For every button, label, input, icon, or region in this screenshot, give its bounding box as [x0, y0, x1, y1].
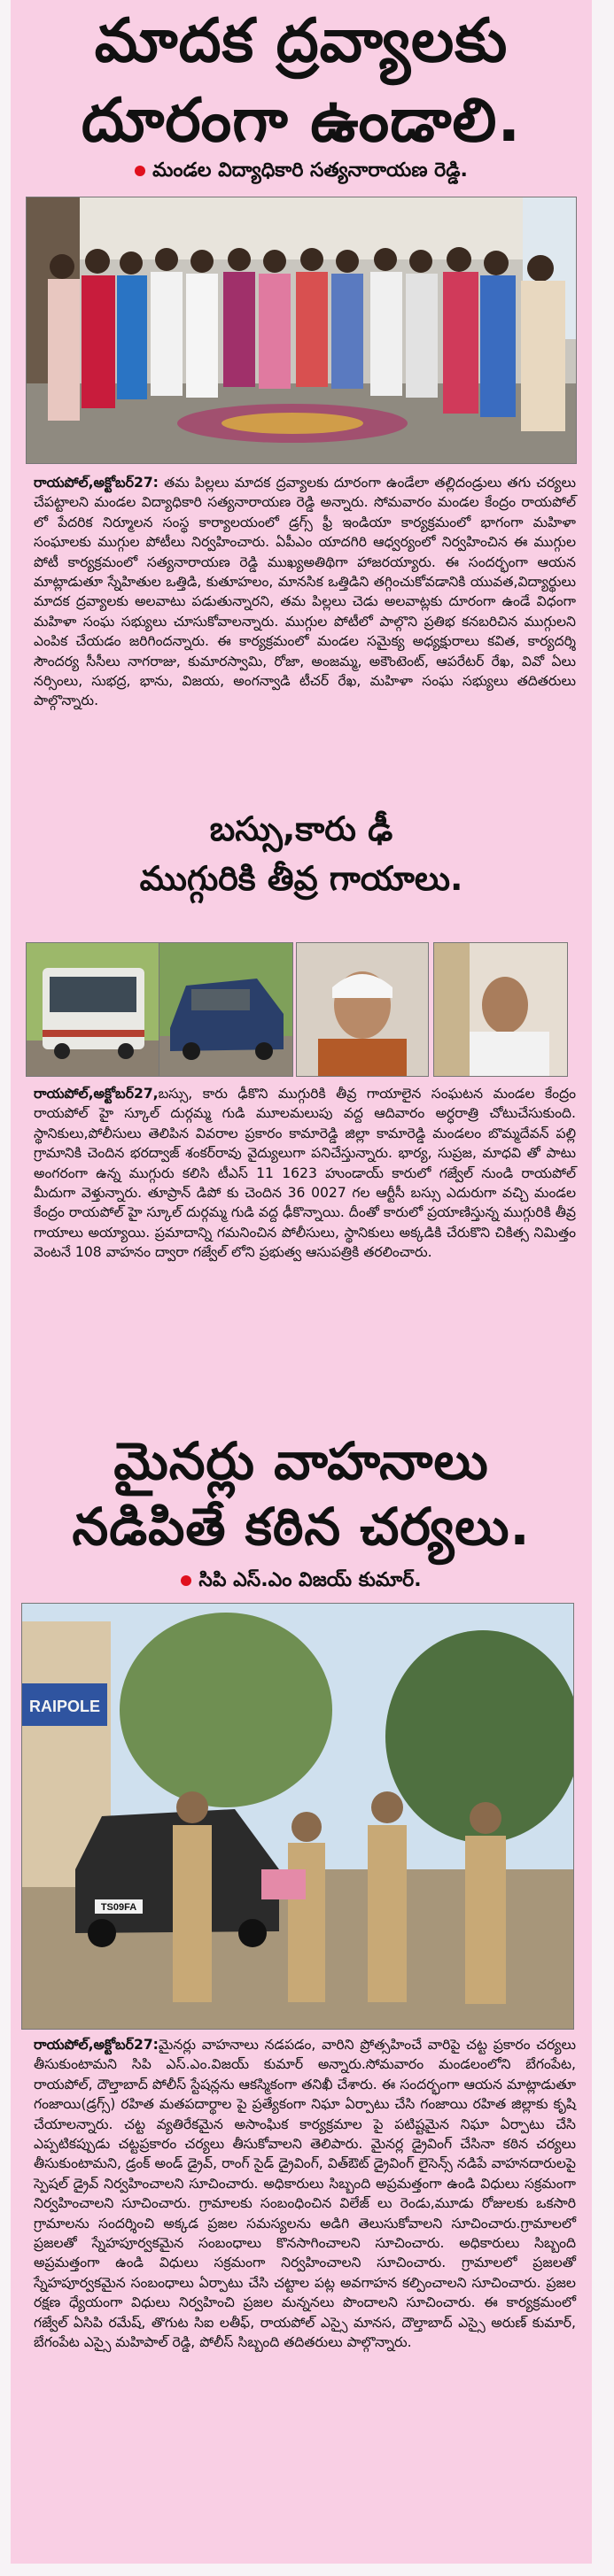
article3-body	[34, 2035, 576, 2353]
article3-photo	[21, 1603, 574, 2030]
article2-dateline: రాయపోల్,అక్టోబర్27,	[34, 1086, 159, 1102]
article1-photo	[26, 197, 577, 464]
article3-dateline: రాయపోల్,అక్టోబర్27:	[34, 2037, 159, 2053]
article3-headline-line1: మైనర్లు వాహనాలు	[113, 1431, 489, 1491]
bullet-icon	[135, 166, 145, 176]
car-plate-text: TS09FA	[100, 1902, 137, 1913]
article1-headline-line2: దూరంగా ఉండాలి.	[81, 86, 522, 156]
wrecked-car-illustration	[159, 943, 292, 1076]
article2-body-text: బస్సు, కారు ఢీకొని ముగ్గురికి తీవ్ర గాయాలైన సంఘటన మండల కేంద్రం రాయపోల్ హై స్కూల్ దుర్గమ్మ గుడి మూలమలుపు వద్ద ఆదివారం అర్ధరాత్రి చోటుచేసుకుంది. స్థానికులు,పోలీసులు తెలిపిన వివరాల ప్రకారం కామారెడ్డి జిల్లా కామారెడ్డి మండలం బొమ్మదేవన్ పల్లి గ్రామానికి చెందిన భరద్వాజ్ శంకర్‌రావు వైద్యులుగా పనిచేస్తున్నారు. భార్య, సుప్రజ, మాధవి తో పాటు అంగరంగా ఉన్న ముగ్గురు కలిసి టీఎస్ 11 1623 హుండాయ్ కారులో గజ్వేల్ నుండి రాయపోల్ మీదుగా వెళ్తున్నారు. తూప్రాన్ డిపో కు చెందిన 36 0027 గల ఆర్టీసీ బస్సు ఎదురుగా వచ్చి మండల కేంద్రం రాయపోల్ హై స్కూల్ దుర్గమ్మ గుడి వద్ద ఢీకొన్నాయి. దీంతో కారులో ప్రయాణిస్తున్న ముగ్గురికి తీవ్ర గాయాలు అయ్యాయి. ప్రమాదాన్ని గమనించిన పోలీసులు, స్థానికులు అక్కడికి చేరుకొని చికిత్స నిమిత్తం వెంటనే 108 వాహనం ద్వారా గజ్వేల్ లోని ప్రభుత్వ ఆసుపత్రికి తరలించారు.	[34, 1086, 576, 1261]
article2-body	[34, 1084, 576, 1263]
group-photo-illustration	[27, 197, 576, 463]
article1-dateline: రాయపోల్,అక్టోబర్27:	[34, 475, 159, 491]
article2-photo-bus	[26, 942, 160, 1077]
article3-byline	[11, 1569, 592, 1596]
bullet-icon	[181, 1575, 191, 1586]
article3-body-text: మైనర్లు వాహనాలు నడపడం, వారిని ప్రోత్సహించే వారిపై చట్ట ప్రకారం చర్యలు తీసుకుంటామని సిపి ఎస్.ఎం.విజయ్ కుమార్ అన్నారు.సోమవారం మండలంలోని బేగంపేట, రాయపోల్, దౌల్తాబాద్ పోలీస్ స్టేషన్లను ఆకస్మికంగా తనిఖీ చేశారు. ఈ సందర్భంగా ఆయన మాట్లాడుతూ గంజాయి(డ్రగ్స్) రహిత మతపదార్థాల పై ప్రత్యేకంగా నిఘా ఏర్పాటు చేసి గంజాయి రహిత జిల్లాకు కృషి చేయాలన్నారు. చట్ట వ్యతిరేకమైన అసాంఘిక కార్యక్రమాల పై పటిష్టమైన నిఘా ఏర్పాటు చేసి ఎప్పటికప్పుడు చట్టప్రకారం చర్యలు తీసుకోవాలని తెలిపారు. మైనర్ల డ్రైవింగ్ చేసినా కఠిన చర్యలు తీసుకుంటామని, డ్రంక్ అండ్ డ్రైవ్, రాంగ్ సైడ్ డ్రైవింగ్, విత్‌ఔట్ డ్రైవింగ్ లైసెన్స్ నడిపే వాహనదారులపై స్పెషల్ డ్రైవ్ నిర్వహించాలని సూచించారు. అధికారులు సిబ్బంది అప్రమత్తంగా ఉండి విధులు సక్రమంగా నిర్వహించాలని సూచించారు. గ్రామాలకు సంబంధించిన విలేజ్ లు రెండు,మూడు రోజులకు ఒకసారి గ్రామాలను సందర్శించి అక్కడ ప్రజల సమస్యలను అడిగి తెలుసుకోవాలని సూచించారు.గ్రామాలలో ప్రజలతో స్నేహపూర్వకమైన సంబంధాలు కొనసాగించాలని సూచించారు. అధికారులు సిబ్బంది అప్రమత్తంగా ఉండి విధులు సక్రమంగా నిర్వహించాలని సూచించారు. గ్రామాలలో ప్రజలతో స్నేహపూర్వకమైన సంబంధాలు ఏర్పాటు చేసి చట్టాల పట్ల అవగాహన కల్పించాలని సూచించారు. ప్రజల రక్షణ ధ్యేయంగా విధులు నిర్వహించి ప్రజల మన్ననలు పొందాలని సూచించారు. ఈ కార్యక్రమంలో గజ్వేల్ ఏసిపి రమేష్, తొగుట సిఐ లతీఫ్, రాయపోల్ ఎస్సై మానస, దౌల్తాబాద్ ఎస్సై అరుణ్ కుమార్, బేగంపేట ఎస్సై మహిపాల్ రెడ్డి, పోలీస్ సిబ్బంది తదితరులు పాల్గొన్నారు.	[34, 2037, 576, 2351]
police-inspection-illustration	[22, 1604, 573, 2029]
article1-body-text: తమ పిల్లలు మాదక ద్రవ్యాలకు దూరంగా ఉండేలా తల్లిదండ్రులు తగు చర్యలు చేపట్టాలని మండల విద్యాధికారి సత్యనారాయణ రెడ్డి అన్నారు. సోమవారం మండల కేంద్రం రాయపోల్ లో పేదరిక నిర్మూలన సంస్థ కార్యాలయంలో డ్రగ్స్ ఫ్రీ ఇండియా కార్యక్రమంలో భాగంగా మహిళా సంఘాలకు ముగ్గుల పోటీలు నిర్వహించారు. ఏపీఎం యాదగిరి ఆధ్వర్యంలో నిర్వహించిన ఈ ముగ్గుల పోటీ కార్యక్రమంలో సత్యనారాయణ రెడ్డి ముఖ్యఅతిథిగా హాజరయ్యారు. ఈ సందర్భంగా ఆయన మాట్లాడుతూ స్నేహితుల ఒత్తిడి, కుతూహలం, మానసిక ఒత్తిడిని తగ్గించుకోవడానికి యువత,విద్యార్థులు మాదక ద్రవ్యాలకు అలవాటు పడుతున్నారని, తమ పిల్లలు చెడు అలవాట్లకు దూరంగా ఉండే విధంగా మహిళా సంఘ సభ్యులు చూసుకోవాలన్నారు. ముగ్గుల పోటీలో పాల్గొని ప్రతిభ కనబరిచిన ముగ్గులని ఎంపిక చేయడం జరిగిందన్నారు. ఈ కార్యక్రమంలో మండల సమైక్య అధ్యక్షురాలు కవిత, కార్యదర్శి సౌందర్య సీసీలు నాగరాజు, కుమారస్వామి, రోజా, అంజమ్మ, అకౌంటెంట్, ఆపరేటర్ రేఖ, వివో ఏలు నర్సింలు, సుభద్ర, భాను, విజయ, అంగన్వాడి టీచర్ రేఖ, మహిళా సంఘ సభ్యులు తదితరులు పాల్గొన్నారు.	[34, 475, 576, 709]
office-sign-text: RAIPOLE	[28, 1698, 101, 1715]
article1-headline-line1: మాదక ద్రవ్యాలకు	[94, 6, 509, 76]
bus-illustration	[27, 943, 159, 1076]
injured-man-illustration	[434, 943, 567, 1076]
article2-headline-line1: బస్సు,కారు ఢీ	[209, 809, 393, 848]
article3-headline-line2: నడిపితే కఠిన చర్యలు.	[72, 1497, 531, 1557]
article2-headline-line2: ముగ్గురికి తీవ్ర గాయాలు.	[139, 859, 463, 898]
article1-byline-text: మండల విద్యాధికారి సత్యనారాయణ రెడ్డి.	[152, 159, 468, 182]
article2-photo-injured-woman	[296, 942, 429, 1077]
clipping-panel	[11, 0, 592, 2564]
article3-byline-text: సిపి ఎస్.ఎం విజయ్ కుమార్.	[198, 1569, 422, 1591]
article1-byline	[11, 159, 592, 186]
injured-woman-illustration	[297, 943, 428, 1076]
article2-photo-car	[159, 942, 293, 1077]
article2-photo-injured-man	[433, 942, 568, 1077]
article1-body	[34, 473, 576, 711]
